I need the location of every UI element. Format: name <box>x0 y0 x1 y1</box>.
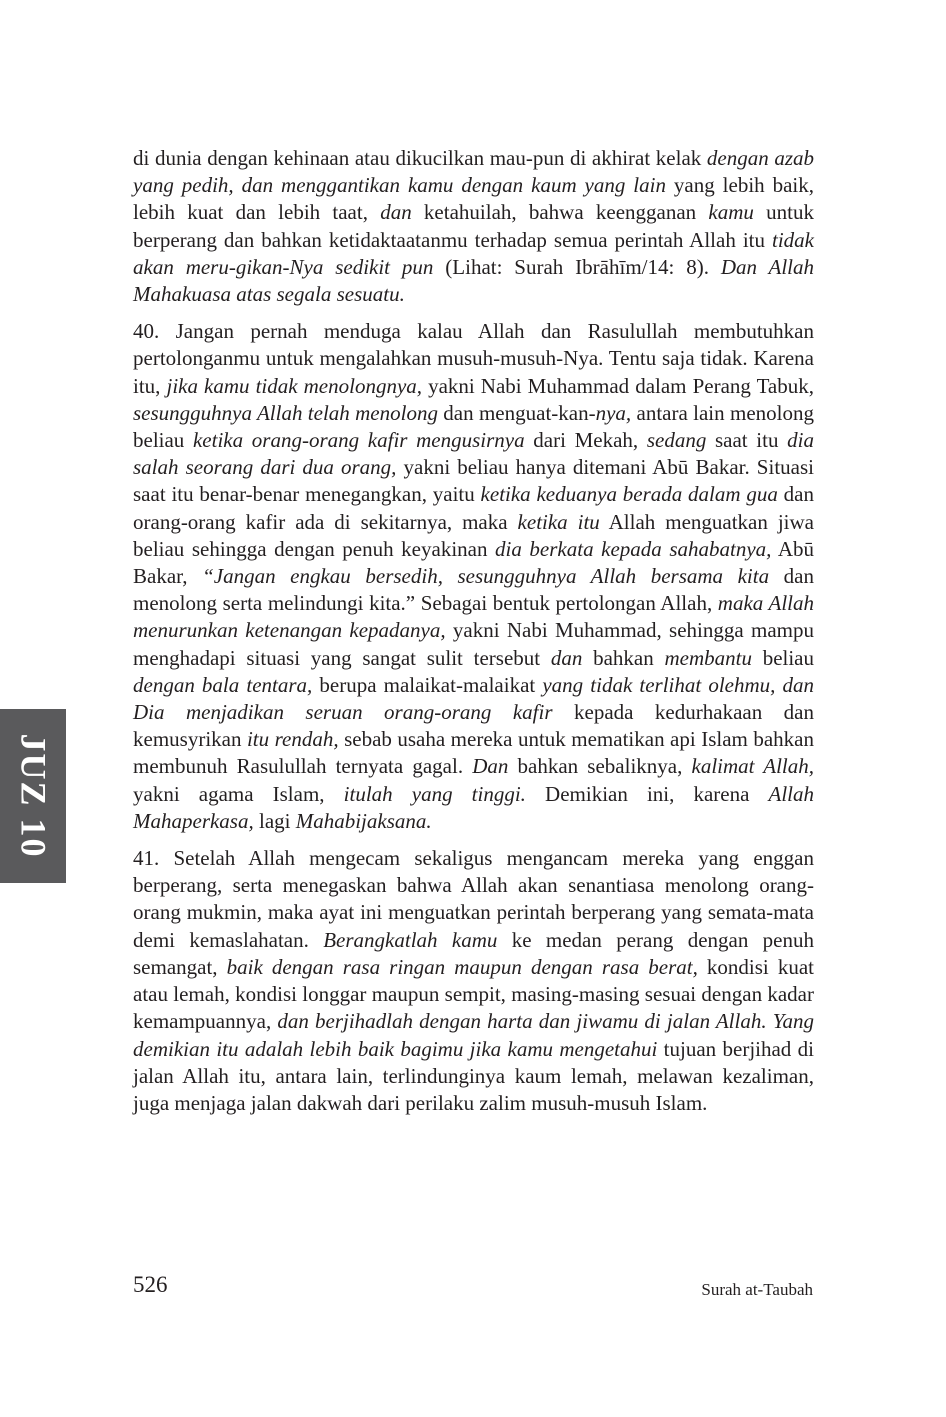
paragraph <box>133 145 814 308</box>
italic-segment: kamu <box>708 200 754 225</box>
paragraph <box>133 845 814 1117</box>
text-segment: ke medan perang dengan penuh semangat, <box>133 927 814 979</box>
italic-segment: jika kamu tidak menolongnya, <box>166 373 423 398</box>
text-segment: yakni Nabi Muhammad dalam Perang Tabuk, <box>422 373 814 398</box>
text-segment: saat itu <box>706 428 788 453</box>
italic-segment: sedang <box>646 428 707 453</box>
italic-segment: baik dengan rasa ringan maupun dengan rasa berat, <box>226 954 698 979</box>
italic-segment: dia salah seorang dari dua orang, <box>133 428 814 480</box>
text-segment: dan menguat-kan- <box>437 400 596 425</box>
italic-segment: ketika orang-orang kafir mengusirnya <box>192 428 525 453</box>
italic-segment: dan <box>380 200 412 225</box>
text-segment: dari Mekah, <box>524 428 647 453</box>
italic-segment: membantu <box>664 645 752 670</box>
italic-segment: nya, <box>595 400 632 425</box>
text-segment: yakni Nabi Muhammad, sehingga mampu menghadapi situasi yang sangat sulit tersebut <box>133 618 814 670</box>
italic-segment: ketika keduanya berada dalam gua <box>480 482 778 507</box>
text-segment: dan menolong serta melindungi kita.” Sebagai bentuk pertolongan Allah, <box>133 564 814 616</box>
main-text <box>133 145 814 1117</box>
italic-segment: ketika itu <box>517 509 600 534</box>
text-segment: 40. Jangan pernah menduga kalau Allah dan Rasulullah membutuhkan pertolonganmu untuk mengalahkan musuh-musuh-Nya. Tentu saja tidak. Karena itu, <box>133 319 814 398</box>
text-segment: kondisi kuat atau lemah, kondisi longgar maupun sempit, masing-masing sesuai dengan kadar kemampuannya, <box>133 954 814 1034</box>
text-segment: yakni beliau hanya ditemani Abū Bakar. Situasi saat itu benar-benar menegangkan, yaitu <box>133 455 814 507</box>
italic-segment: sesungguhnya Allah telah menolong <box>133 400 438 425</box>
italic-segment: dengan azab yang pedih, dan menggantikan kamu dengan kaum yang lain <box>133 146 815 198</box>
text-segment: ketahuilah, bahwa keengganan <box>411 200 709 225</box>
text-segment: kepada kedurhakaan dan kemusyrikan <box>133 700 814 752</box>
text-segment: (Lihat: Surah Ibrāhīm/14: 8). <box>433 254 721 279</box>
italic-segment: itulah yang tinggi. <box>343 781 526 806</box>
text-segment: bahkan sebaliknya, <box>508 754 692 779</box>
paragraph <box>133 318 814 835</box>
page-number: 526 <box>133 1272 168 1297</box>
text-segment: tujuan berjihad di jalan Allah itu, antara lain, terlindunginya kaum lemah, melawan kezaliman, juga menjaga jalan dakwah dari perilaku zalim musuh-musuh Islam. <box>133 1036 814 1115</box>
italic-segment: Berangkatlah kamu <box>323 927 498 952</box>
italic-segment: dan berjihadlah dengan harta dan jiwamu di jalan Allah. Yang demikian itu adalah lebih baik bagimu jika kamu mengetahui <box>133 1009 814 1061</box>
text-segment: di dunia dengan kehinaan atau dikucilkan mau-pun di akhirat kelak <box>133 146 707 170</box>
text-segment: berupa malaikat-malaikat <box>312 672 543 697</box>
text-segment: sebab usaha mereka untuk mematikan api Islam bahkan membunuh Rasulullah ternyata gagal. <box>133 727 814 779</box>
text-segment: Abū Bakar, <box>133 536 814 589</box>
italic-segment: dan <box>550 645 583 670</box>
juz-side-tab <box>0 709 66 883</box>
italic-segment: Dan <box>472 754 509 779</box>
text-segment: 41. Setelah Allah mengecam sekaligus mengancam mereka yang enggan berperang, serta menegaskan bahwa Allah akan senantiasa menolong orang-orang mukmin, maka ayat ini menguatkan perintah berperang yang semata-mata demi kemaslahatan. <box>133 846 814 952</box>
text-segment: dan orang-orang kafir ada di sekitarnya, maka <box>133 482 814 534</box>
running-footer-title: Surah at-Taubah <box>701 1280 813 1299</box>
text-segment: beliau <box>751 645 814 670</box>
text-segment: yang lebih baik, lebih kuat dan lebih taat, <box>133 173 814 225</box>
italic-segment: maka Allah menurunkan ketenangan kepadanya, <box>133 591 814 643</box>
italic-segment: Dan Allah Mahakuasa atas segala sesuatu. <box>133 254 814 307</box>
text-segment: Allah menguatkan jiwa beliau sehingga dengan penuh keyakinan <box>133 509 814 561</box>
text-segment: antara lain menolong beliau <box>133 400 814 453</box>
italic-segment: Mahabijaksana. <box>295 808 432 833</box>
italic-segment: dia berkata kepada sahabatnya, <box>495 536 772 561</box>
italic-segment: tidak akan meru-gikan-Nya sedikit pun <box>133 227 814 279</box>
italic-segment: “Jangan engkau bersedih, sesungguhnya Allah bersama kita <box>202 564 770 589</box>
italic-segment: kalimat Allah, <box>691 754 814 779</box>
text-segment: bahkan <box>582 645 665 670</box>
text-segment: lagi <box>253 808 296 833</box>
italic-segment: itu rendah, <box>246 727 339 752</box>
juz-label: JUZ 10 <box>13 733 54 859</box>
text-segment: yakni agama Islam, <box>133 781 344 806</box>
italic-segment: Allah Mahaperkasa, <box>133 781 815 833</box>
italic-segment: dengan bala tentara, <box>133 672 313 697</box>
italic-segment: yang tidak terlihat olehmu, dan Dia menjadikan seruan orang-orang kafir <box>133 672 815 725</box>
text-segment: Demikian ini, karena <box>525 781 769 806</box>
text-segment: untuk berperang dan bahkan ketidaktaatanmu terhadap semua perintah Allah itu <box>133 200 814 252</box>
